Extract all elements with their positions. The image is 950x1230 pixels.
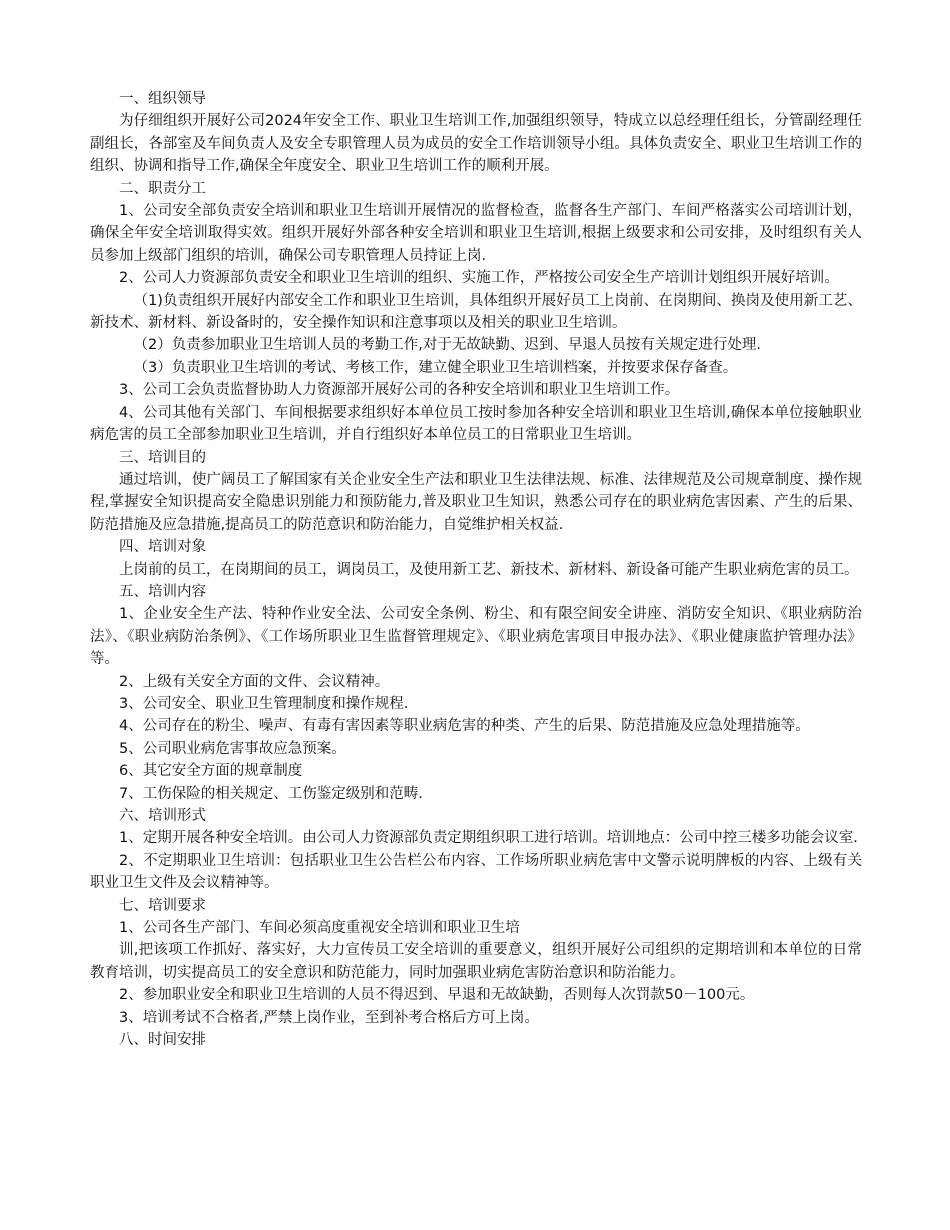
paragraph: 1、定期开展各种安全培训。由公司人力资源部负责定期组织职工进行培训。培训地点：公司中控三楼多功能会议室. xyxy=(119,830,858,847)
paragraph: （1)负责组织开展好内部安全工作和职业卫生培训，具体组织开展好员工上岗前、在岗期间、换岗及使用新工艺、新技术、新材料、新设备时的，安全操作知识和注意事项以及相关的职业卫生培训。 xyxy=(90,292,862,332)
section-heading: 三、培训目的 xyxy=(119,449,206,466)
section-heading: 八、时间安排 xyxy=(119,1032,206,1049)
paragraph: 5、公司职业病危害事故应急预案。 xyxy=(119,740,346,757)
section-heading: 六、培训形式 xyxy=(119,808,206,824)
paragraph: 6、其它安全方面的规章制度 xyxy=(119,763,303,780)
section-heading: 七、培训要求 xyxy=(119,897,206,914)
paragraph: 训,把该项工作抓好、落实好，大力宣传员工安全培训的重要意义，组织开展好公司组织的定期培训和本单位的日常教育培训，切实提高员工的安全意识和防范能力，同时加强职业病危害防治意识和防治能力。 xyxy=(90,942,862,981)
paragraph: 2、上级有关安全方面的文件、会议精神。 xyxy=(119,673,390,690)
paragraph: 3、公司工会负责监督协助人力资源部开展好公司的各种安全培训和职业卫生培训工作。 xyxy=(119,382,680,399)
paragraph: 为仔细组织开展好公司2024年安全工作、职业卫生培训工作,加强组织领导，特成立以总经理任组长，分管副经理任副组长，各部室及车间负责人及安全专职管理人员为成员的安全工作培训领导小组。具体负责安全、职业卫生培训工作的组织、协调和指导工作,确保全年度安全、职业卫生培训工作的顺利开展。 xyxy=(90,113,862,175)
paragraph: 上岗前的员工，在岗期间的员工，调岗员工，及使用新工艺、新技术、新材料、新设备可能产生职业病危害的员工。 xyxy=(119,561,859,578)
paragraph: （2）负责参加职业卫生培训人员的考勤工作,对于无故缺勤、迟到、早退人员按有关规定进行处理. xyxy=(133,337,761,354)
paragraph: （3）负责职业卫生培训的考试、考核工作，建立健全职业卫生培训档案，并按要求保存备查。 xyxy=(133,359,738,376)
paragraph: 1、公司安全部负责安全培训和职业卫生培训开展情况的监督检查，监督各生产部门、车间严格落实公司培训计划，确保全年安全培训取得实效。组织开展好外部各种安全培训和职业卫生培训,根据上级要求和公司安排，及时组织有关人员参加上级部门组织的培训，确保公司专职管理人员持证上岗. xyxy=(90,203,862,264)
paragraph: 通过培训，使广阔员工了解国家有关企业安全生产法和职业卫生法律法规、标准、法律规范及公司规章制度、操作规程,掌握安全知识提高安全隐患识别能力和预防能力,普及职业卫生知识，熟悉公司存在的职业病危害因素、产生的后果、防范措施及应急措施,提高员工的防范意识和防治能力，自觉维护相关权益. xyxy=(90,471,862,533)
paragraph: 2、不定期职业卫生培训：包括职业卫生公告栏公布内容、工作场所职业病危害中文警示说明牌板的内容、上级有关职业卫生文件及会议精神等。 xyxy=(90,852,862,892)
paragraph: 1、企业安全生产法、特种作业安全法、公司安全条例、粉尘、和有限空间安全讲座、消防安全知识、《职业病防治法》、《职业病防治条例》、《工作场所职业卫生监督管理规定》、《职业病危害项目申报办法》、《职业健康监护管理办法》等。 xyxy=(90,606,862,668)
paragraph: 3、培训考试不合格者,严禁上岗作业，至到补考合格后方可上岗。 xyxy=(119,1009,539,1026)
document-page xyxy=(90,88,862,1051)
paragraph: 4、公司存在的粉尘、噪声、有毒有害因素等职业病危害的种类、产生的后果、防范措施及应急处理措施等。 xyxy=(119,718,810,735)
section-heading: 一、组织领导 xyxy=(119,91,206,107)
paragraph: 4、公司其他有关部门、车间根据要求组织好本单位员工按时参加各种安全培训和职业卫生培训,确保本单位接触职业病危害的员工全部参加职业卫生培训，并自行组织好本单位员工的日常职业卫生培训。 xyxy=(90,404,862,444)
section-heading: 四、培训对象 xyxy=(119,539,206,556)
section-heading: 五、培训内容 xyxy=(119,583,206,600)
paragraph: 3、公司安全、职业卫生管理制度和操作规程. xyxy=(119,695,409,712)
section-heading: 二、职责分工 xyxy=(119,180,206,197)
paragraph: 1、公司各生产部门、车间必须高度重视安全培训和职业卫生培 xyxy=(119,920,520,937)
paragraph: 2、参加职业安全和职业卫生培训的人员不得迟到、早退和无故缺勤，否则每人次罚款50－100元。 xyxy=(119,987,755,1004)
paragraph: 2、公司人力资源部负责安全和职业卫生培训的组织、实施工作，严格按公司安全生产培训计划组织开展好培训。 xyxy=(119,270,839,287)
paragraph: 7、工伤保险的相关规定、工伤鉴定级别和范畴. xyxy=(119,785,423,802)
